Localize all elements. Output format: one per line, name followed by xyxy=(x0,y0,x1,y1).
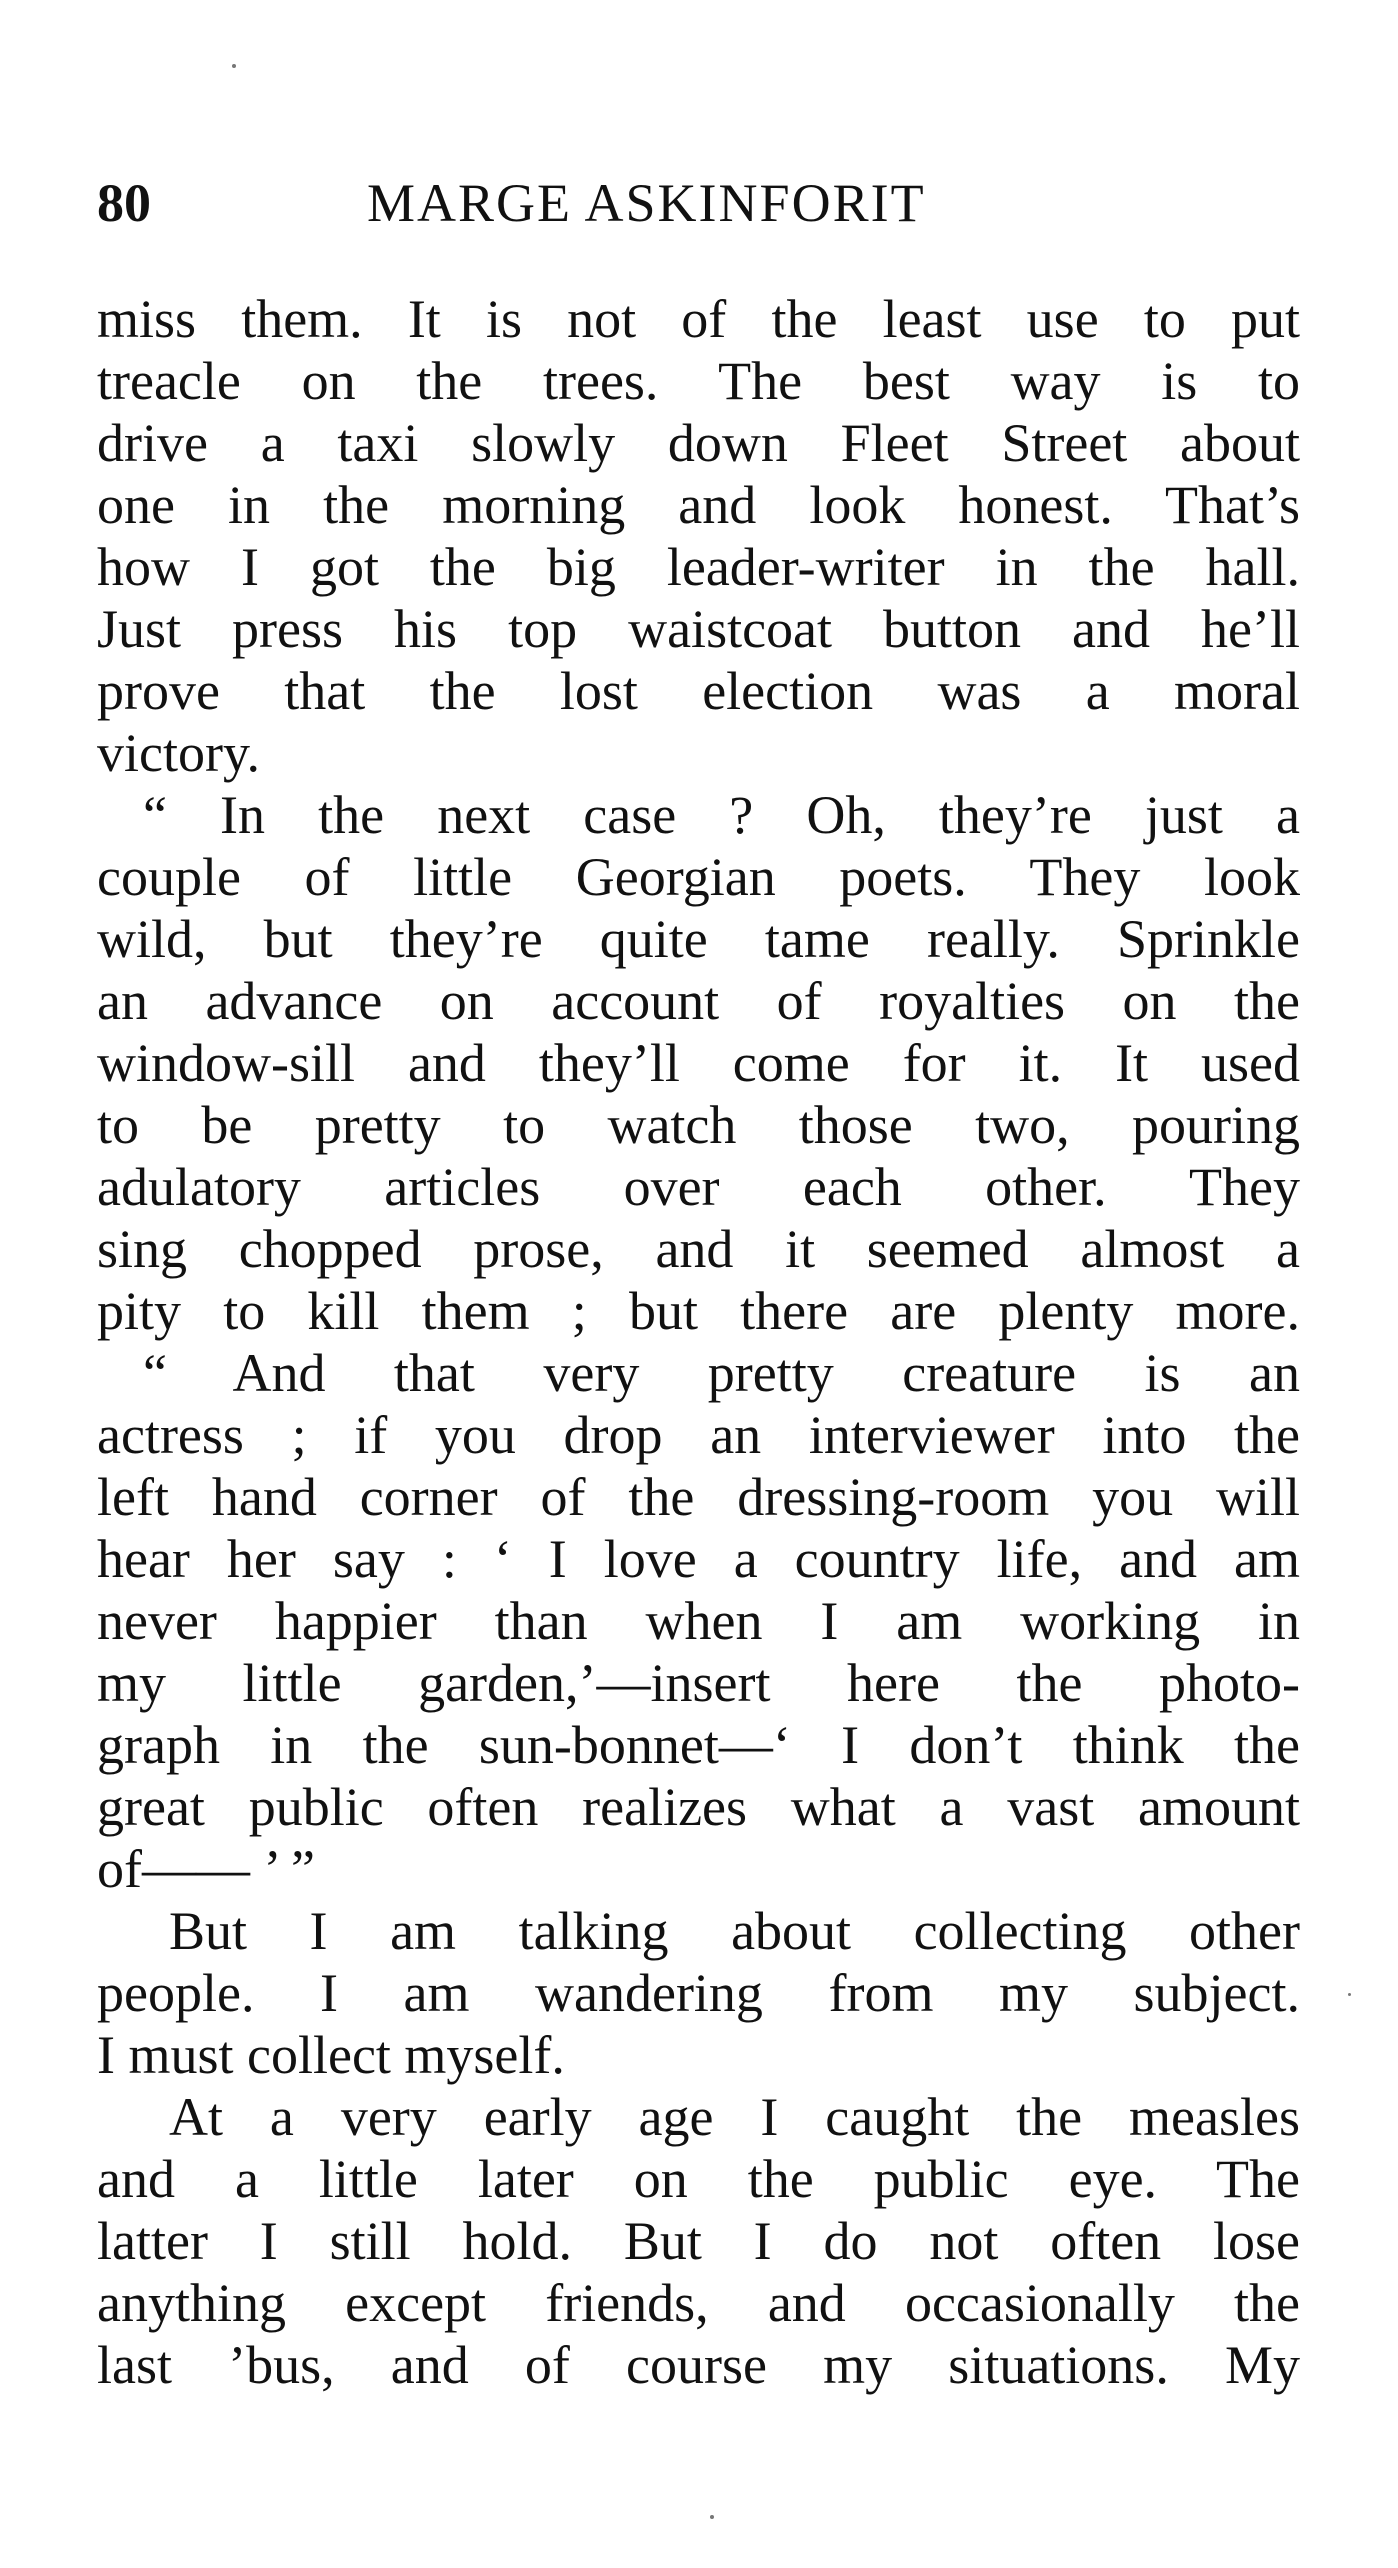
scan-speck xyxy=(1348,1993,1351,1996)
text-line: hear her say : ‘ I love a country life, and am xyxy=(97,1529,1300,1589)
text-line: one in the morning and look honest. That’s xyxy=(97,475,1300,535)
paragraph xyxy=(97,2086,1300,2396)
text-line: actress ; if you drop an interviewer into the xyxy=(97,1405,1300,1465)
text-line: adulatory articles over each other. They xyxy=(97,1157,1300,1217)
scan-speck xyxy=(710,2515,714,2519)
paragraph xyxy=(97,288,1300,784)
text-line: to be pretty to watch those two, pouring xyxy=(97,1095,1300,1155)
text-line: prove that the lost election was a moral xyxy=(97,661,1300,721)
text-line: latter I still hold. But I do not often lose xyxy=(97,2211,1300,2271)
body-text xyxy=(97,288,1300,2396)
text-line: “ In the next case ? Oh, they’re just a xyxy=(143,785,1300,845)
text-line: and a little later on the public eye. The xyxy=(97,2149,1300,2209)
text-line: last ’bus, and of course my situations. My xyxy=(97,2335,1300,2395)
paragraph xyxy=(97,1900,1300,2086)
text-line: Just press his top waistcoat button and he’ll xyxy=(97,599,1300,659)
text-line: drive a taxi slowly down Fleet Street about xyxy=(97,413,1300,473)
text-line: anything except friends, and occasionally the xyxy=(97,2273,1300,2333)
text-line: couple of little Georgian poets. They look xyxy=(97,847,1300,907)
text-line: victory. xyxy=(97,723,260,783)
text-line: of—— ’ ” xyxy=(97,1839,315,1899)
text-line: my little garden,’—insert here the photo- xyxy=(97,1653,1300,1713)
page-header xyxy=(97,168,1297,238)
text-line: I must collect myself. xyxy=(97,2025,565,2085)
text-line: At a very early age I caught the measles xyxy=(169,2087,1300,2147)
scan-speck xyxy=(232,64,236,68)
page-number: 80 xyxy=(97,173,151,233)
text-line: great public often realizes what a vast amount xyxy=(97,1777,1300,1837)
text-line: an advance on account of royalties on the xyxy=(97,971,1300,1031)
text-line: how I got the big leader-writer in the hall. xyxy=(97,537,1300,597)
text-line: window-sill and they’ll come for it. It used xyxy=(97,1033,1300,1093)
running-title: MARGE ASKINFORIT xyxy=(367,173,926,233)
text-line: pity to kill them ; but there are plenty more. xyxy=(97,1281,1300,1341)
text-line: graph in the sun-bonnet—‘ I don’t think the xyxy=(97,1715,1300,1775)
text-line: left hand corner of the dressing-room you will xyxy=(97,1467,1300,1527)
text-line: wild, but they’re quite tame really. Sprinkle xyxy=(97,909,1300,969)
text-line: never happier than when I am working in xyxy=(97,1591,1300,1651)
paragraph xyxy=(97,784,1300,1342)
text-line: “ And that very pretty creature is an xyxy=(143,1343,1300,1403)
text-line: But I am talking about collecting other xyxy=(169,1901,1300,1961)
text-line: miss them. It is not of the least use to put xyxy=(97,289,1300,349)
text-line: treacle on the trees. The best way is to xyxy=(97,351,1300,411)
text-line: sing chopped prose, and it seemed almost a xyxy=(97,1219,1300,1279)
text-line: people. I am wandering from my subject. xyxy=(97,1963,1300,2023)
paragraph xyxy=(97,1342,1300,1900)
